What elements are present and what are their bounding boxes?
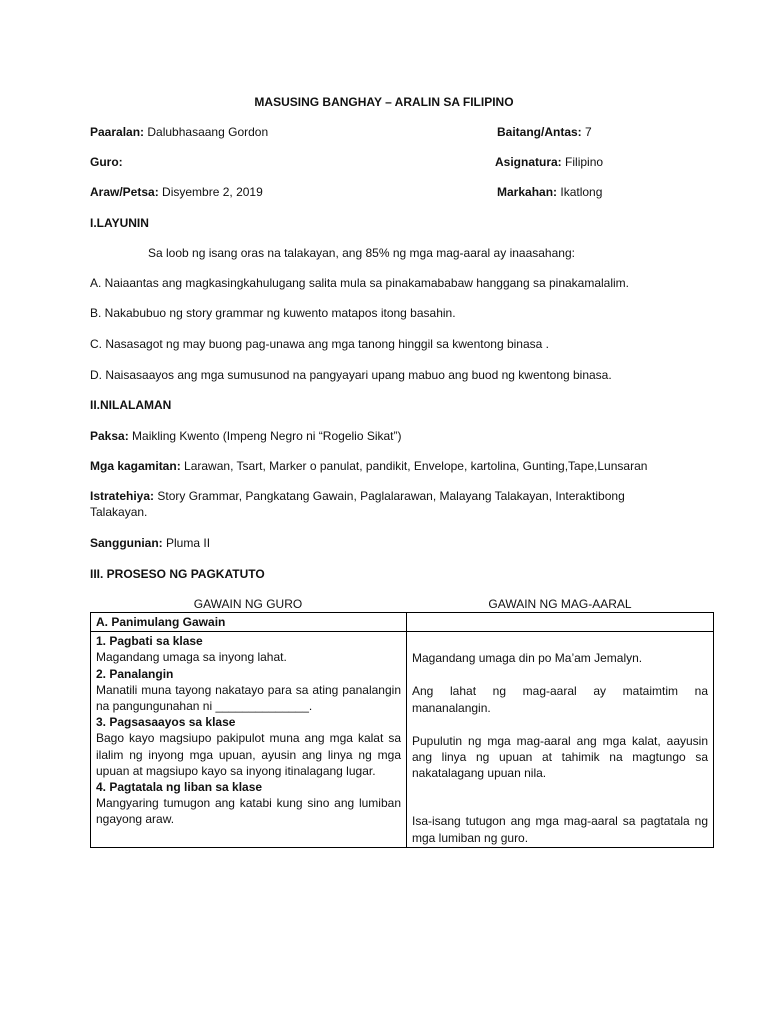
petsa-value: Disyembre 2, 2019 bbox=[162, 185, 263, 199]
step3-title: 3. Pagsasaayos sa klase bbox=[96, 715, 236, 730]
step4-guro: Mangyaring tumugon ang katabi kung sino ang lumiban ngayong araw. bbox=[96, 796, 401, 827]
step1-aaral: Magandang umaga din po Ma’am Jemalyn. bbox=[412, 651, 643, 666]
asignatura-value: Filipino bbox=[565, 155, 604, 169]
step3-guro: Bago kayo magsiupo pakipulot muna ang mga kalat sa ilalim ng inyong mga upuan, ayusin ang linya ng mga upuan at magsiupo kayo sa inyong itinalagang lugar. bbox=[96, 731, 401, 778]
table-row bbox=[91, 613, 714, 632]
markahan-row bbox=[497, 184, 602, 200]
istratehiya-row bbox=[90, 488, 680, 520]
baitang-value: 7 bbox=[585, 125, 592, 139]
step1-title: 1. Pagbati sa klase bbox=[96, 634, 203, 649]
lesson-process-table bbox=[90, 612, 714, 848]
layunin-b: B. Nakabubuo ng story grammar ng kuwento matapos itong basahin. bbox=[90, 306, 456, 320]
asignatura-label: Asignatura: bbox=[495, 155, 562, 169]
paksa-row bbox=[90, 428, 710, 444]
proseso-heading: III. PROSESO NG PAGKATUTO bbox=[90, 567, 265, 581]
paaralan-value: Dalubhasaang Gordon bbox=[147, 125, 269, 139]
paksa-value: Maikling Kwento (Impeng Negro ni “Rogelio Sikat”) bbox=[132, 429, 402, 443]
step3-aaral: Pupulutin ng mga mag-aaral ang mga kalat, aayusin ang linya ng upuan at tahimik na magtungo sa nakatalagang upuan nila. bbox=[412, 733, 708, 781]
baitang-row bbox=[497, 124, 592, 140]
empty-cell bbox=[407, 613, 714, 632]
istratehiya-value: Story Grammar, Pangkatang Gawain, Paglalarawan, Malayang Talakayan, Interaktibong Talakayan. bbox=[90, 489, 625, 520]
petsa-row bbox=[90, 184, 263, 200]
layunin-d: D. Naisasaayos ang mga sumusunod na pangyayari upang mabuo ang buod ng kwentong binasa. bbox=[90, 368, 612, 382]
layunin-a: A. Naiaantas ang magkasingkahulugang salita mula sa pinakamababaw hanggang sa pinakamalalim. bbox=[90, 276, 630, 290]
markahan-value: Ikatlong bbox=[560, 185, 603, 199]
magaaral-activities-cell bbox=[407, 632, 714, 848]
kagamitan-row bbox=[90, 458, 710, 474]
step2-aaral: Ang lahat ng mag-aaral ay mataimtim na mananalangin. bbox=[412, 684, 708, 715]
sanggunian-label: Sanggunian: bbox=[90, 536, 163, 550]
paaralan-label: Paaralan: bbox=[90, 125, 145, 139]
paaralan-row bbox=[90, 124, 268, 140]
section-label: A. Panimulang Gawain bbox=[91, 613, 407, 632]
document-title: MASUSING BANGHAY – ARALIN SA FILIPINO bbox=[254, 95, 514, 109]
layunin-intro: Sa loob ng isang oras na talakayan, ang 85% ng mga mag-aaral ay inaasahang: bbox=[148, 246, 575, 260]
step2-title: 2. Panalangin bbox=[96, 666, 174, 681]
step1-guro: Magandang umaga sa inyong lahat. bbox=[96, 650, 287, 665]
markahan-label: Markahan: bbox=[497, 185, 558, 199]
istratehiya-label: Istratehiya: bbox=[90, 489, 155, 503]
layunin-c: C. Nasasagot ng may buong pag-unawa ang mga tanong hinggil sa kwentong binasa . bbox=[90, 337, 549, 351]
nilalaman-heading: II.NILALAMAN bbox=[90, 398, 172, 412]
table-row bbox=[91, 632, 714, 848]
step2-guro: Manatili muna tayong nakatayo para sa ating panalangin na pangungunahan ni ______________. bbox=[96, 682, 401, 713]
step4-aaral: Isa-isang tutugon ang mga mag-aaral sa pagtatala ng mga lumiban ng guro. bbox=[412, 814, 708, 845]
layunin-heading: I.LAYUNIN bbox=[90, 216, 149, 230]
kagamitan-value: Larawan, Tsart, Marker o panulat, pandikit, Envelope, kartolina, Gunting,Tape,Lunsaran bbox=[184, 459, 648, 473]
paksa-label: Paksa: bbox=[90, 429, 129, 443]
kagamitan-label: Mga kagamitan: bbox=[90, 459, 181, 473]
guro-activities-cell bbox=[91, 632, 407, 848]
sanggunian-row bbox=[90, 535, 710, 551]
asignatura-row bbox=[495, 154, 603, 170]
col-header-guro: GAWAIN NG GURO bbox=[193, 597, 303, 611]
baitang-label: Baitang/Antas: bbox=[497, 125, 582, 139]
petsa-label: Araw/Petsa: bbox=[90, 185, 159, 199]
col-header-magaaral: GAWAIN NG MAG-AARAL bbox=[488, 597, 632, 611]
step4-title: 4. Pagtatala ng liban sa klase bbox=[96, 779, 263, 794]
sanggunian-value: Pluma II bbox=[166, 536, 211, 550]
guro-label: Guro: bbox=[90, 155, 123, 169]
